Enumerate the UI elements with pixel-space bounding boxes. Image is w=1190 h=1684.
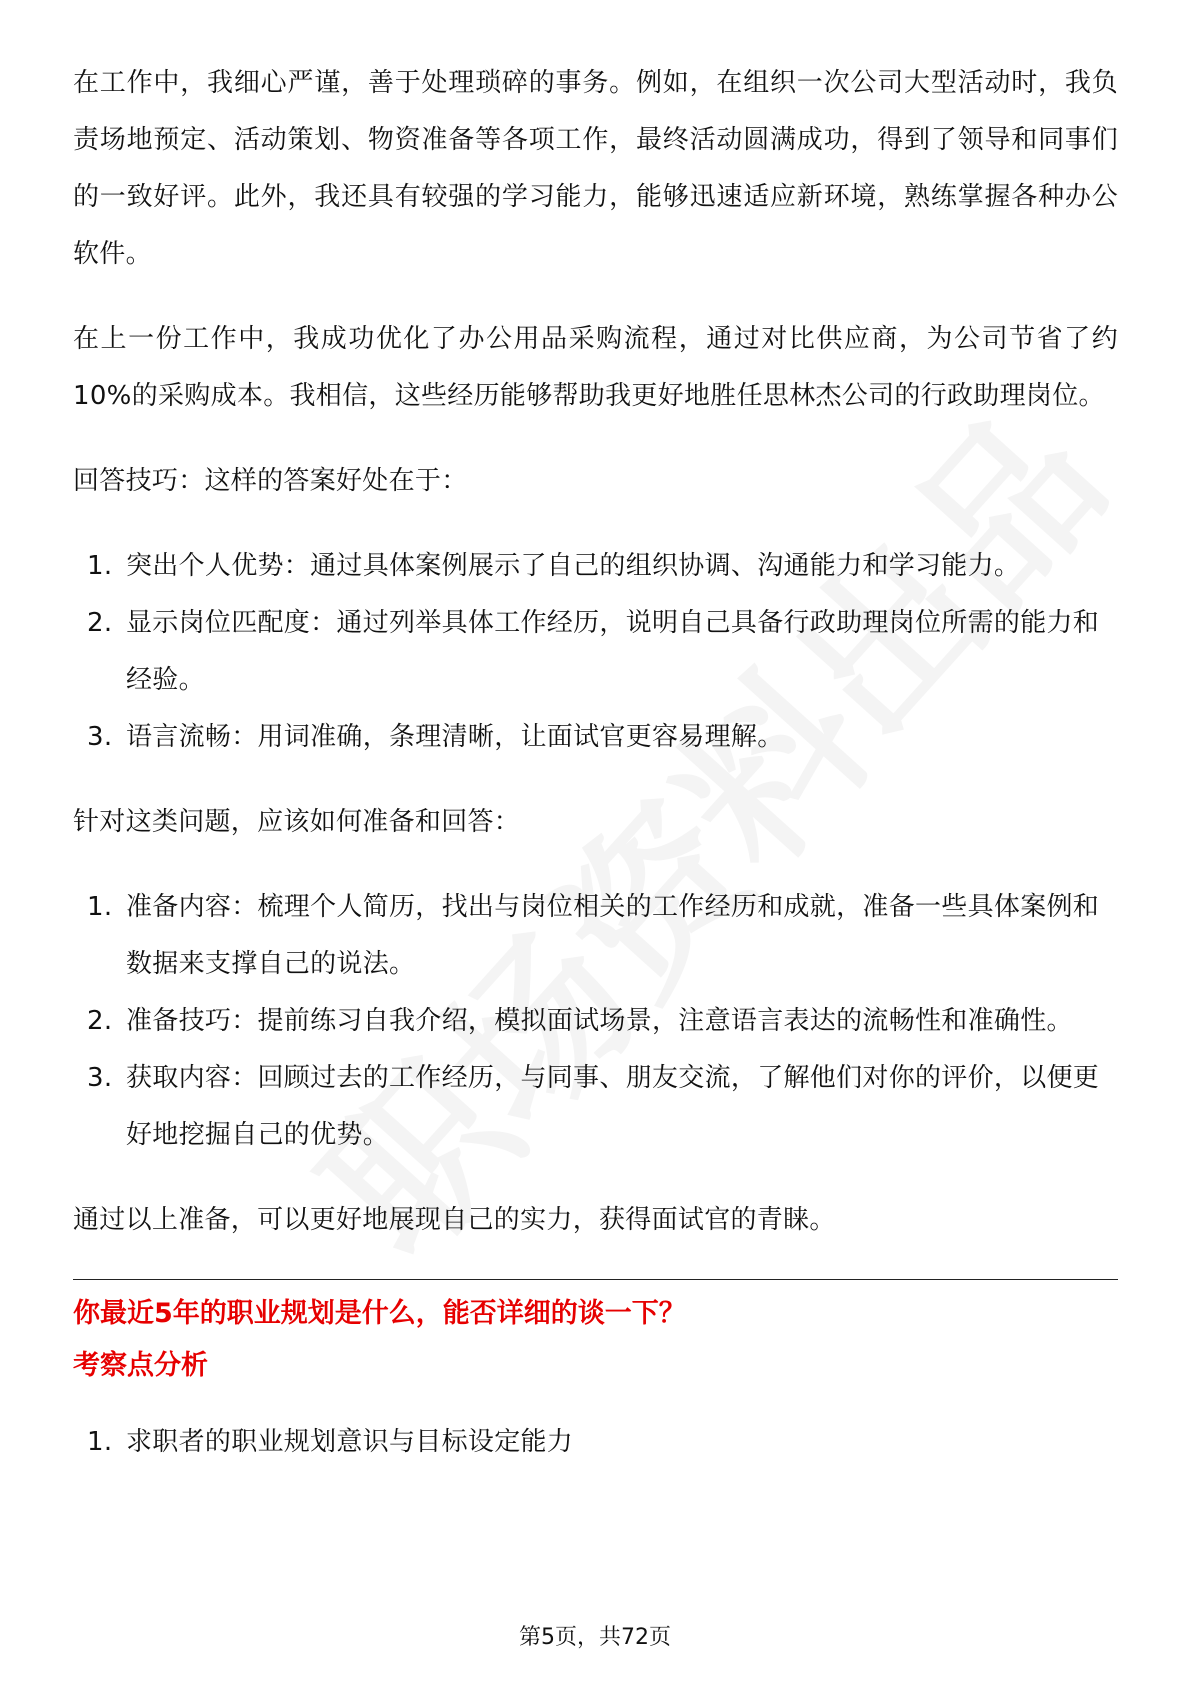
list-item — [73, 1414, 1118, 1471]
paragraph-experience: 在工作中，我细心严谨，善于处理琐碎的事务。例如，在组织一次公司大型活动时，我负责场地预定、活动策划、物资准备等各项工作，最终活动圆满成功，得到了领导和同事们的一致好评。此外，我还具有较强的学习能力，能够迅速适应新环境，熟练掌握各种办公软件。 — [73, 68, 1118, 269]
list-item — [73, 538, 1118, 595]
list-item-text: 突出个人优势：通过具体案例展示了自己的组织协调、沟通能力和学习能力。 — [126, 551, 1021, 581]
analysis-title: 考察点分析 — [73, 1350, 208, 1381]
list-item-text: 显示岗位匹配度：通过列举具体工作经历，说明自己具备行政助理岗位所需的能力和经验。 — [126, 608, 1100, 695]
page-number-footer: 第5页，共72页 — [519, 1625, 671, 1650]
list-item-text: 求职者的职业规划意识与目标设定能力 — [126, 1427, 574, 1457]
prep-heading: 针对这类问题，应该如何准备和回答： — [73, 807, 521, 837]
section-divider — [73, 1279, 1118, 1280]
list-number: 2. — [87, 608, 113, 638]
tips-heading: 回答技巧：这样的答案好处在于： — [73, 466, 468, 496]
list-item-text: 准备技巧：提前练习自我介绍，模拟面试场景，注意语言表达的流畅性和准确性。 — [126, 1006, 1073, 1036]
list-item-text: 准备内容：梳理个人简历，找出与岗位相关的工作经历和成就，准备一些具体案例和数据来支撑自己的说法。 — [126, 892, 1100, 979]
document-page — [73, 55, 1118, 1499]
prep-list — [73, 879, 1118, 1164]
list-item — [73, 1050, 1118, 1164]
list-item — [73, 993, 1118, 1050]
list-item — [73, 709, 1118, 766]
tips-list — [73, 538, 1118, 766]
list-item-text: 获取内容：回顾过去的工作经历，与同事、朋友交流，了解他们对你的评价，以便更好地挖掘自己的优势。 — [126, 1063, 1100, 1150]
list-number: 1. — [87, 1427, 113, 1457]
paragraph-achievement: 在上一份工作中，我成功优化了办公用品采购流程，通过对比供应商，为公司节省了约10%的采购成本。我相信，这些经历能够帮助我更好地胜任思林杰公司的行政助理岗位。 — [73, 324, 1118, 411]
list-item — [73, 595, 1118, 709]
list-number: 1. — [87, 551, 113, 581]
list-item-text: 语言流畅：用词准确，条理清晰，让面试官更容易理解。 — [126, 722, 784, 752]
question-title: 你最近5年的职业规划是什么，能否详细的谈一下？ — [73, 1298, 686, 1329]
analysis-points-list — [73, 1414, 1118, 1471]
list-item — [73, 879, 1118, 993]
list-number: 2. — [87, 1006, 113, 1036]
list-number: 3. — [87, 722, 113, 752]
list-number: 3. — [87, 1063, 113, 1093]
list-number: 1. — [87, 892, 113, 922]
paragraph-closing: 通过以上准备，可以更好地展现自己的实力，获得面试官的青睐。 — [73, 1205, 836, 1235]
